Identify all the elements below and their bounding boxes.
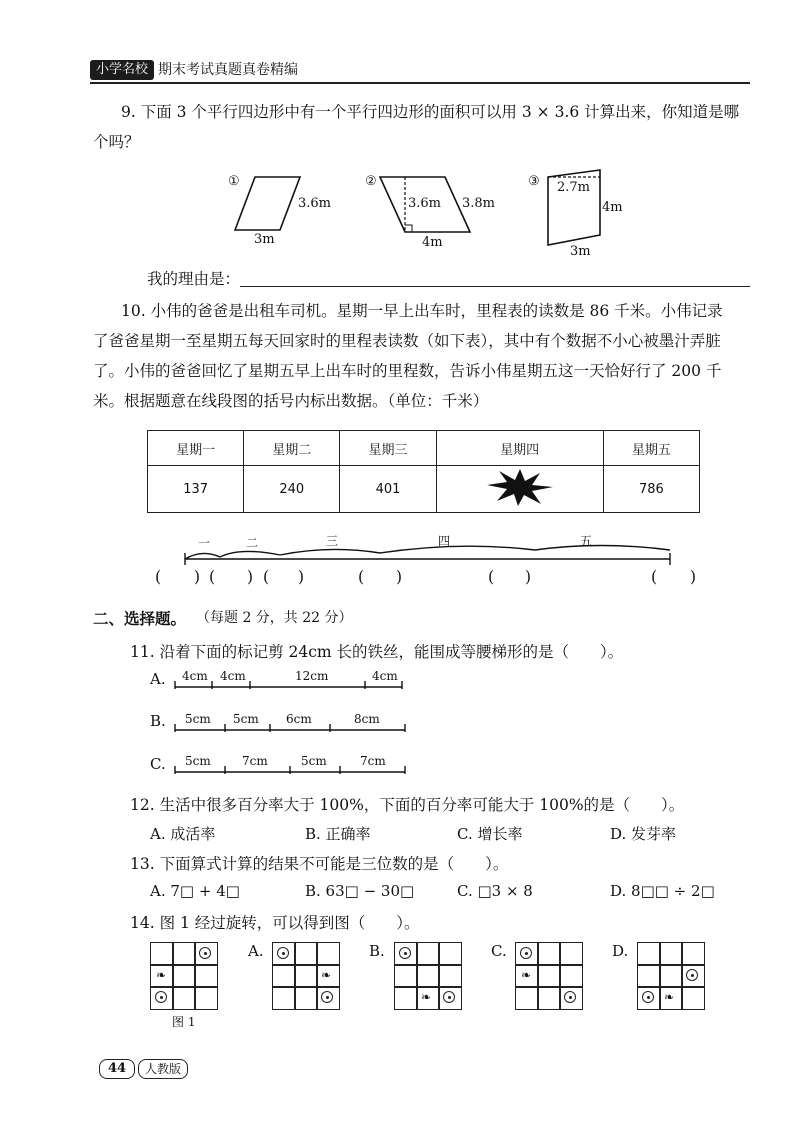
- table-header-wed: 星期三: [340, 431, 436, 466]
- q14-stem: 14. 图 1 经过旋转，可以得到图（ ）。: [130, 914, 420, 932]
- fig3-height-label: 2.7m: [557, 180, 591, 195]
- target-icon: [443, 991, 455, 1003]
- header-title: 期末考试真题真卷精编: [158, 62, 298, 78]
- q11-a-seg4: 4cm: [372, 669, 398, 683]
- q13-option-b[interactable]: B. 63□ − 30□: [305, 882, 415, 900]
- ribbon-icon: ❧: [321, 968, 332, 982]
- answer-paren-4-open[interactable]: (: [358, 568, 365, 586]
- fig2-height-label: 3.6m: [408, 196, 442, 211]
- target-icon: [321, 991, 333, 1003]
- table-header-mon: 星期一: [148, 431, 244, 466]
- answer-paren-1-open[interactable]: (: [155, 568, 162, 586]
- segment-label-3: 三: [326, 535, 339, 548]
- table-cell-wed: 401: [340, 466, 436, 513]
- q11-a-seg1: 4cm: [182, 669, 208, 683]
- ink-blot-icon: [485, 467, 555, 507]
- fig2-right-angle: [405, 225, 412, 232]
- q11-b-seg1: 5cm: [185, 712, 211, 726]
- q11-c-seg1: 5cm: [185, 754, 211, 768]
- segment-brace-4: [535, 546, 670, 551]
- q11-option-a-wire[interactable]: [170, 665, 410, 695]
- table-header-thu: 星期四: [436, 431, 603, 466]
- target-icon: [199, 947, 211, 959]
- ribbon-icon: ❧: [521, 968, 532, 982]
- q13-option-c[interactable]: C. □3 × 8: [457, 882, 533, 900]
- q11-a-seg3: 12cm: [295, 669, 329, 683]
- answer-paren-2-open[interactable]: (: [209, 568, 216, 586]
- q9-line2: 个吗？: [93, 133, 140, 151]
- q11-c-seg2: 7cm: [242, 754, 268, 768]
- q12-option-c[interactable]: C. 增长率: [457, 825, 523, 843]
- fig2-base-label: 4m: [422, 235, 443, 250]
- target-icon: [155, 991, 167, 1003]
- q10-line2: 了爸爸星期一至星期五每天回家时的里程表读数（如下表），其中有个数据不小心被墨汁弄脏: [93, 332, 721, 350]
- q14-option-a-letter[interactable]: A.: [248, 942, 264, 960]
- table-cell-thu: [436, 466, 603, 513]
- page-number: 44: [99, 1059, 135, 1079]
- fig1-parallelogram: [235, 177, 300, 230]
- section2-title: 二、选择题。: [93, 610, 187, 628]
- q9-figures: [220, 165, 640, 260]
- q13-option-a[interactable]: A. 7□ + 4□: [150, 882, 240, 900]
- segment-diagram: [180, 535, 700, 585]
- q11-c-seg4: 7cm: [360, 754, 386, 768]
- fig2-side-label: 3.8m: [462, 196, 496, 211]
- fig1-side-label: 3.6m: [298, 196, 332, 211]
- answer-paren-3-close: ): [298, 568, 305, 586]
- q10-line3: 了。小伟的爸爸回忆了星期五早上出车时的里程数，告诉小伟星期五这一天恰好行了 200 千: [93, 362, 722, 380]
- q14-option-b-letter[interactable]: B.: [369, 942, 385, 960]
- q12-option-a[interactable]: A. 成活率: [150, 825, 216, 843]
- q12-option-d[interactable]: D. 发芽率: [610, 825, 677, 843]
- answer-paren-6-open[interactable]: (: [651, 568, 658, 586]
- target-icon: [277, 947, 289, 959]
- q14-option-d-grid[interactable]: [637, 942, 705, 1010]
- q11-stem: 11. 沿着下面的标记剪 24cm 长的铁丝，能围成等腰梯形的是（ ）。: [130, 643, 624, 661]
- table-header-tue: 星期二: [244, 431, 340, 466]
- q9-line1: 9. 下面 3 个平行四边形中有一个平行四边形的面积可以用 3 × 3.6 计算出来，你知道是哪: [121, 103, 740, 121]
- segment-label-4: 四: [438, 535, 451, 548]
- segment-brace-1: [220, 551, 280, 557]
- q11-b-seg3: 6cm: [286, 712, 312, 726]
- segment-label-1: 一: [198, 536, 211, 550]
- segment-label-2: 二: [246, 536, 259, 550]
- target-icon: [399, 947, 411, 959]
- table-header-fri: 星期五: [603, 431, 699, 466]
- answer-paren-5-open[interactable]: (: [488, 568, 495, 586]
- table-cell-fri: 786: [603, 466, 699, 513]
- q12-stem: 12. 生活中很多百分率大于 100%，下面的百分率可能大于 100%的是（ ）。: [130, 796, 685, 814]
- answer-paren-2-close: ): [247, 568, 254, 586]
- fig2-number: ②: [365, 174, 377, 189]
- target-icon: [520, 947, 532, 959]
- table-cell-mon: 137: [148, 466, 244, 513]
- ribbon-icon: ❧: [421, 990, 432, 1004]
- segment-brace-3: [380, 546, 535, 553]
- q11-option-b-letter[interactable]: B.: [150, 712, 166, 730]
- ribbon-icon: ❧: [156, 968, 167, 982]
- q9-reason-label: 我的理由是：: [147, 270, 241, 288]
- figure1-grid: [150, 942, 218, 1010]
- fig3-number: ③: [528, 174, 540, 189]
- section2-note: （每题 2 分，共 22 分）: [196, 610, 353, 626]
- q10-line4: 米。根据题意在线段图的括号内标出数据。（单位：千米）: [93, 392, 489, 410]
- answer-paren-4-close: ): [396, 568, 403, 586]
- q11-b-seg2: 5cm: [233, 712, 259, 726]
- table-cell-tue: 240: [244, 466, 340, 513]
- fig1-number: ①: [228, 174, 240, 189]
- segment-brace-pre: [185, 553, 220, 559]
- segment-brace-2: [280, 549, 380, 555]
- answer-paren-6-close: ): [690, 568, 697, 586]
- q11-option-c-wire[interactable]: [170, 750, 410, 780]
- q13-stem: 13. 下面算式计算的结果不可能是三位数的是（ ）。: [130, 855, 509, 873]
- q11-option-c-letter[interactable]: C.: [150, 755, 166, 773]
- target-icon: [642, 991, 654, 1003]
- q11-option-b-wire[interactable]: [170, 708, 410, 738]
- fig3-side-label: 4m: [602, 200, 623, 215]
- q10-line1: 10. 小伟的爸爸是出租车司机。星期一早上出车时，里程表的读数是 86 千米。小伟记录: [121, 302, 723, 320]
- mileage-table: [147, 430, 700, 513]
- q14-option-a-grid[interactable]: [272, 942, 340, 1010]
- q14-option-b-grid[interactable]: [394, 942, 462, 1010]
- q11-b-seg4: 8cm: [354, 712, 380, 726]
- q11-a-seg2: 4cm: [220, 669, 246, 683]
- target-icon: [686, 969, 698, 981]
- publisher-badge: 人教版: [138, 1059, 188, 1079]
- q14-option-d-letter[interactable]: D.: [612, 942, 629, 960]
- ribbon-icon: ❧: [664, 990, 675, 1004]
- header-badge: 小学名校: [90, 60, 154, 80]
- q11-option-a-letter[interactable]: A.: [150, 670, 166, 688]
- fig3-base-label: 3m: [570, 244, 591, 259]
- answer-paren-5-close: ): [525, 568, 532, 586]
- figure1-caption: 图 1: [172, 1015, 196, 1029]
- fig1-base-label: 3m: [254, 232, 275, 247]
- answer-paren-1-close: ): [194, 568, 201, 586]
- q13-option-d[interactable]: D. 8□□ ÷ 2□: [610, 882, 715, 900]
- segment-label-5: 五: [580, 535, 593, 548]
- target-icon: [564, 991, 576, 1003]
- header-rule: [90, 82, 750, 84]
- answer-paren-3-open[interactable]: (: [263, 568, 270, 586]
- q14-option-c-grid[interactable]: [515, 942, 583, 1010]
- q12-option-b[interactable]: B. 正确率: [305, 825, 371, 843]
- q9-answer-line[interactable]: [240, 286, 750, 287]
- q11-c-seg3: 5cm: [301, 754, 327, 768]
- q14-option-c-letter[interactable]: C.: [491, 942, 507, 960]
